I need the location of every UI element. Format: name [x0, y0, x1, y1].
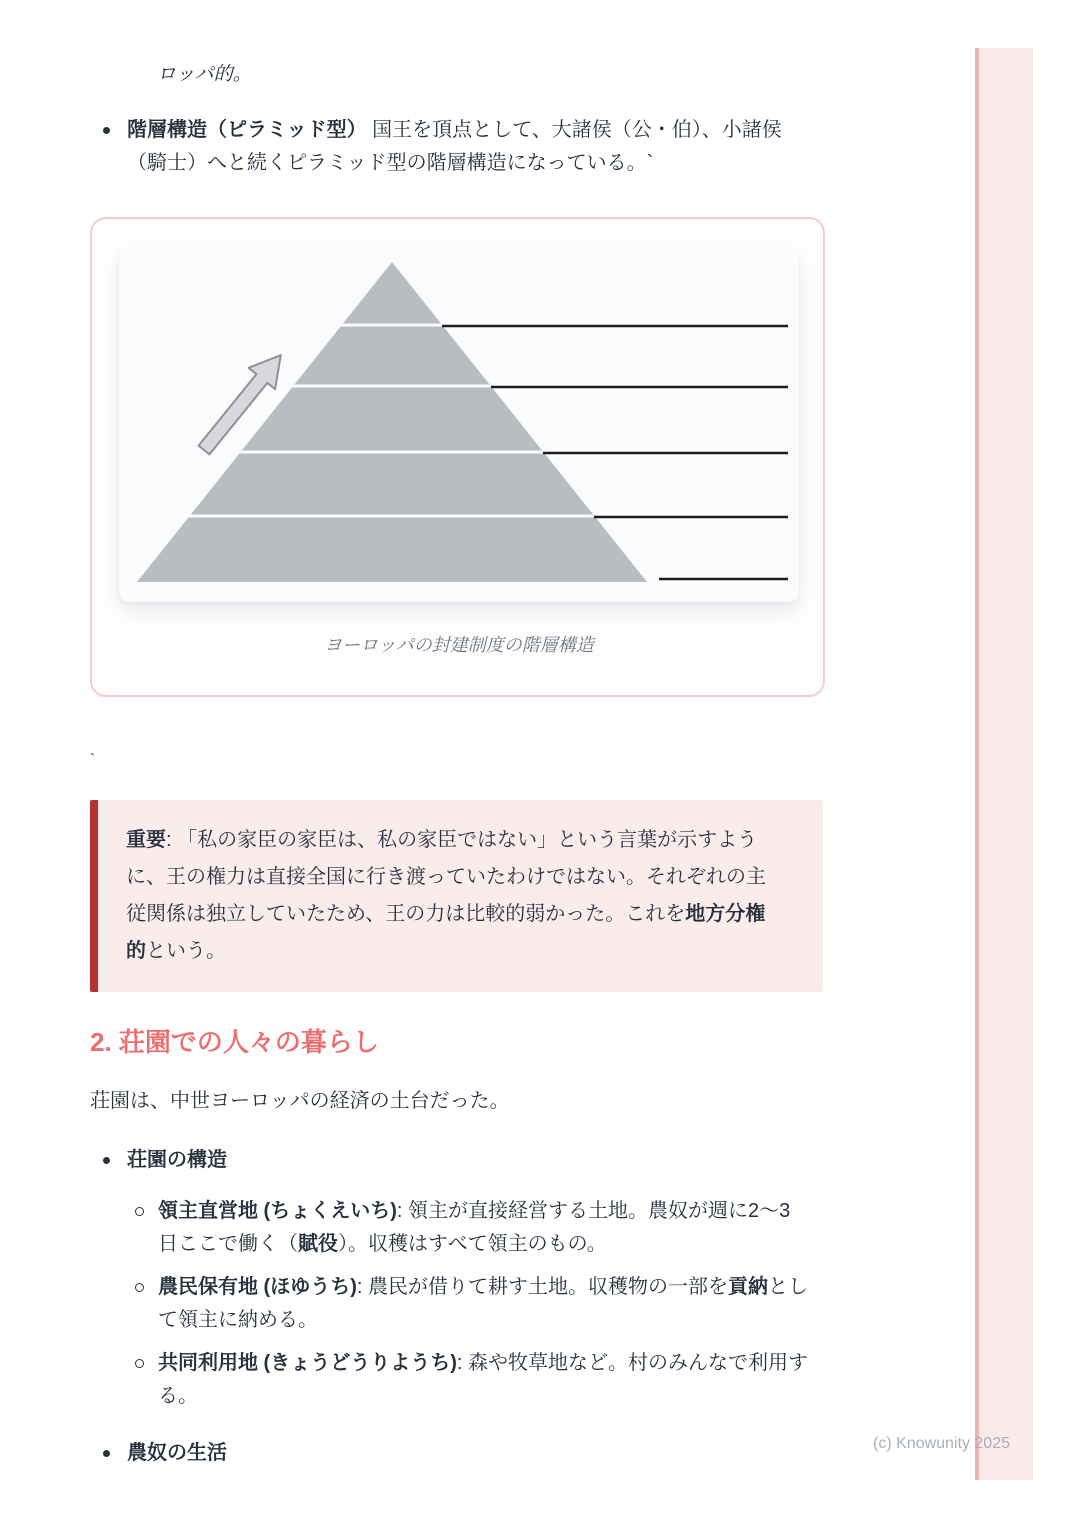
paragraph-continuation: [157, 58, 843, 91]
bullet-list: [90, 114, 843, 180]
figure-caption: ヨーロッパの封建制度の階層構造: [324, 635, 594, 655]
list-item-demesne: [127, 1195, 843, 1261]
hierarchy-term: 階層構造（ピラミッド型）: [127, 119, 367, 141]
manor-sub-list: [127, 1195, 843, 1413]
callout-text-3: 従関係は独立していたため、王の力は比較的弱かった。これを: [126, 903, 686, 925]
callout-line-2: [126, 859, 807, 896]
common-text-2: る。: [158, 1385, 198, 1407]
list-item-manor-structure: [90, 1144, 843, 1413]
callout-text-1: : 「私の家臣の家臣は、私の家臣ではない」という言葉が示すよう: [166, 829, 758, 851]
hierarchy-line-1: [127, 114, 843, 147]
figure-canvas: [119, 247, 799, 602]
section-intro-text: 荘園は、中世ヨーロッパの経済の土台だった。: [90, 1090, 510, 1112]
callout-term-1: 地方分権: [685, 903, 766, 925]
figure-card: [90, 217, 825, 697]
common-term: 共同利用地 (きょうどうりようち): [158, 1352, 457, 1374]
section-intro: [90, 1085, 843, 1118]
holding-text-3: て領主に納める。: [158, 1309, 318, 1331]
demesne-term: 領主直営地 (ちょくえいち): [158, 1200, 397, 1222]
list-item-common-land: [127, 1347, 843, 1413]
callout-line-3: [126, 896, 807, 933]
manor-list: [90, 1144, 843, 1470]
common-text-1: : 森や牧草地など。村のみんなで利用す: [456, 1352, 809, 1374]
callout-line-4: [126, 933, 807, 970]
holding-text-2: とし: [768, 1276, 809, 1298]
document-page: [90, 0, 843, 1470]
demesne-text-3: ）。収穫はすべて領主のもの。: [338, 1233, 607, 1255]
demesne-term-2: 賦役: [298, 1233, 338, 1255]
important-callout: [90, 800, 823, 992]
list-item-hierarchy: [90, 114, 843, 180]
section-heading: 2. 荘園での人々の暮らし: [90, 1027, 379, 1057]
manor-structure-label: 荘園の構造: [127, 1149, 227, 1171]
callout-text-4: という。: [146, 940, 226, 962]
hierarchy-text-2: （騎士）へと続くピラミッド型の階層構造になっている。`: [127, 152, 654, 174]
serf-life-label: 農奴の生活: [127, 1442, 227, 1464]
list-item-serf-life: [90, 1437, 843, 1470]
holding-term-2: 貢納: [728, 1276, 769, 1298]
right-margin-bar: [975, 48, 1033, 1480]
callout-term-2: 的: [126, 940, 146, 962]
pyramid-diagram: [119, 247, 799, 602]
pyramid-shape: [137, 262, 647, 582]
holding-text-1: : 農民が借りて耕す土地。収穫物の一部を: [356, 1276, 729, 1298]
demesne-text-1: : 領主が直接経営する土地。農奴が週に2〜3: [396, 1200, 791, 1222]
holding-term: 農民保有地 (ほゆうち): [158, 1276, 357, 1298]
stray-backtick: `: [90, 751, 95, 768]
list-item-peasant-holding: [127, 1271, 843, 1337]
hierarchy-text-1: 国王を頂点として、大諸侯（公・伯）、小諸侯: [366, 119, 782, 141]
callout-line-1: [126, 822, 807, 859]
watermark: (c) Knowunity 2025: [873, 1435, 1010, 1452]
callout-text-2: に、王の権力は直接全国に行き渡っていたわけではない。それぞれの主: [126, 866, 766, 888]
demesne-text-2: 日ここで働く（: [158, 1233, 298, 1255]
callout-label: 重要: [126, 829, 166, 851]
continuation-text: ロッパ的。: [157, 64, 252, 85]
hierarchy-line-2: [127, 147, 843, 180]
